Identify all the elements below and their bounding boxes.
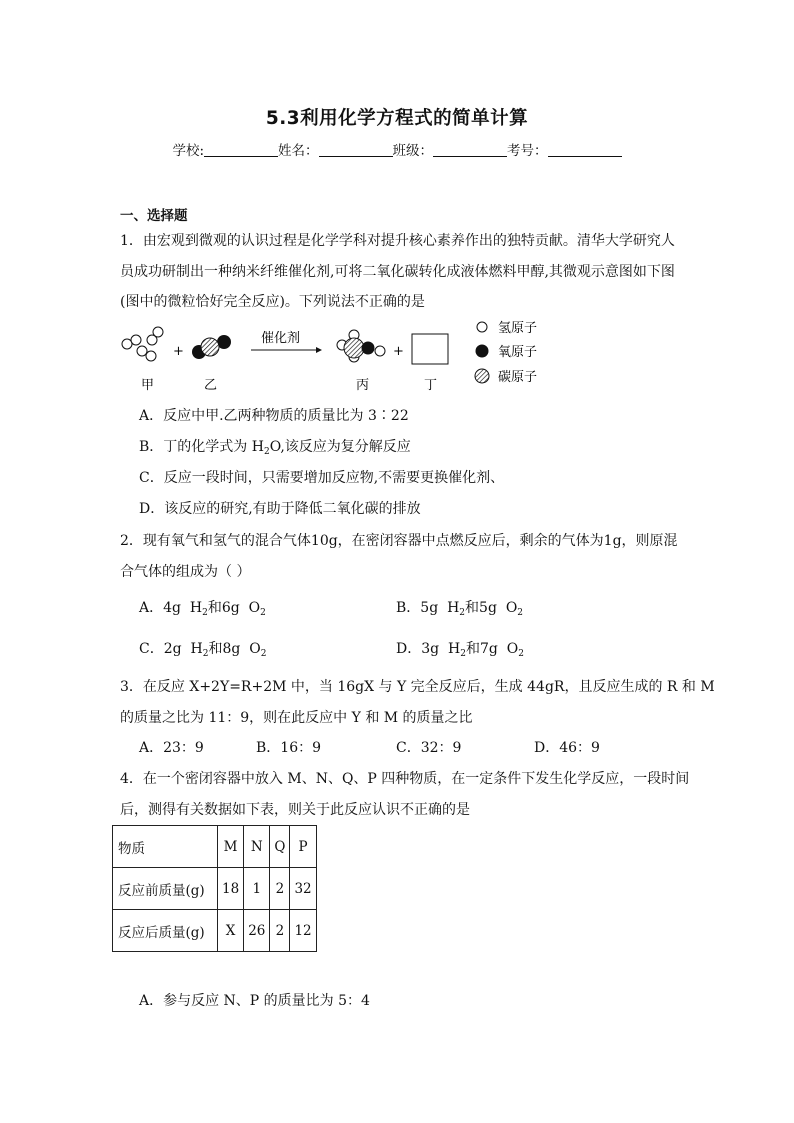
product-ding-box [412, 334, 448, 364]
reactant-yi-molecule [192, 335, 231, 359]
q3-option-a: A．23：9 [139, 740, 204, 756]
table-cell: 12 [290, 910, 316, 952]
legend-oxygen-symbol [476, 345, 489, 358]
table-header-cell: 物质 [113, 826, 218, 868]
school-label: 学校: [172, 143, 205, 159]
table-header-cell: Q [270, 826, 290, 868]
reaction-arrow [251, 347, 322, 353]
table-cell: 反应前质量(g) [113, 868, 218, 910]
catalyst-label: 催化剂 [261, 331, 301, 346]
label-ding: 丁 [424, 378, 438, 393]
q3-line-1: 3．在反应 X+2Y=R+2M 中，当 16gX 与 Y 完全反应后，生成 44gR，且反应生成的 R 和 M [120, 679, 715, 695]
q1-line-3: (图中的微粒恰好完全反应)。下列说法不正确的是 [120, 294, 425, 310]
reactant-jia-molecules [122, 327, 163, 361]
section-heading: 一、选择题 [120, 208, 188, 224]
name-blank [319, 142, 393, 157]
q2-option-a: A．4g $H_2$和6g $O_2$ [139, 600, 266, 618]
mass-data-table [112, 825, 317, 952]
class-blank [433, 142, 507, 157]
q1-option-b: B．丁的化学式为 $H_2O$,该反应为复分解反应 [139, 439, 411, 457]
table-cell: X [218, 910, 244, 952]
q4-option-a: A．参与反应 N、P 的质量比为 5：4 [139, 993, 370, 1009]
table-row [113, 868, 317, 910]
reaction-diagram [118, 318, 558, 394]
table-header-row [113, 826, 317, 868]
q2-option-b: B．5g $H_2$和5g $O_2$ [396, 600, 524, 618]
q2-line-2: 合气体的组成为（ ） [120, 564, 251, 580]
q2-line-1: 2．现有氧气和氢气的混合气体10g，在密闭容器中点燃反应后，剩余的气体为1g，则原混 [120, 533, 678, 549]
q4-line-2: 后，测得有关数据如下表，则关于此反应认识不正确的是 [120, 802, 470, 818]
page-title: 5.3利用化学方程式的简单计算 [265, 108, 529, 129]
plus-sign-2: + [393, 344, 404, 359]
plus-sign-1: + [173, 344, 184, 359]
student-info-line [0, 139, 794, 159]
table-cell: 2 [270, 868, 290, 910]
table-header-cell: N [244, 826, 270, 868]
table-header-cell: P [290, 826, 316, 868]
legend-oxygen: 氧原子 [498, 345, 538, 360]
school-blank [204, 142, 278, 157]
legend-hydrogen: 氢原子 [498, 321, 538, 336]
exam-no-label: 考号： [507, 143, 548, 159]
q3-option-b: B．16：9 [256, 740, 322, 756]
q2-option-d: D．3g $H_2$和7g $O_2$ [396, 641, 524, 659]
q1-option-c: C．反应一段时间，只需要增加反应物,不需要更换催化剂、 [139, 470, 505, 486]
q3-option-d: D．46：9 [534, 740, 600, 756]
q4-line-1: 4．在一个密闭容器中放入 M、N、Q、P 四种物质，在一定条件下发生化学反应，一段时间 [120, 771, 690, 787]
label-yi: 乙 [204, 378, 218, 393]
table-cell: 1 [244, 868, 270, 910]
table-cell: 26 [244, 910, 270, 952]
q1-option-a: A．反应中甲.乙两种物质的质量比为 3∶22 [139, 408, 409, 424]
q3-line-2: 的质量之比为 11：9，则在此反应中 Y 和 M 的质量之比 [120, 710, 473, 726]
product-bing-molecule [337, 330, 385, 362]
label-jia: 甲 [141, 378, 155, 393]
legend-hydrogen-symbol [477, 322, 487, 332]
q1-line-2: 员成功研制出一种纳米纤维催化剂,可将二氧化碳转化成液体燃料甲醇,其微观示意图如下图 [120, 264, 675, 280]
table-header-cell: M [218, 826, 244, 868]
q3-option-c: C．32：9 [396, 740, 462, 756]
q2-option-c: C．2g $H_2$和8g $O_2$ [139, 641, 267, 659]
name-label: 姓名： [278, 143, 319, 159]
label-bing: 丙 [356, 378, 370, 393]
table-cell: 反应后质量(g) [113, 910, 218, 952]
class-label: 班级： [392, 143, 434, 159]
table-row [113, 910, 317, 952]
table-cell: 18 [218, 868, 244, 910]
q1-line-1: 1．由宏观到微观的认识过程是化学学科对提升核心素养作出的独特贡献。清华大学研究人 [120, 233, 675, 249]
q1-option-d: D．该反应的研究,有助于降低二氧化碳的排放 [139, 501, 421, 517]
exam-no-blank [548, 142, 622, 157]
legend-carbon-symbol [475, 369, 489, 383]
legend-carbon: 碳原子 [498, 370, 538, 385]
table-cell: 32 [290, 868, 316, 910]
table-cell: 2 [270, 910, 290, 952]
